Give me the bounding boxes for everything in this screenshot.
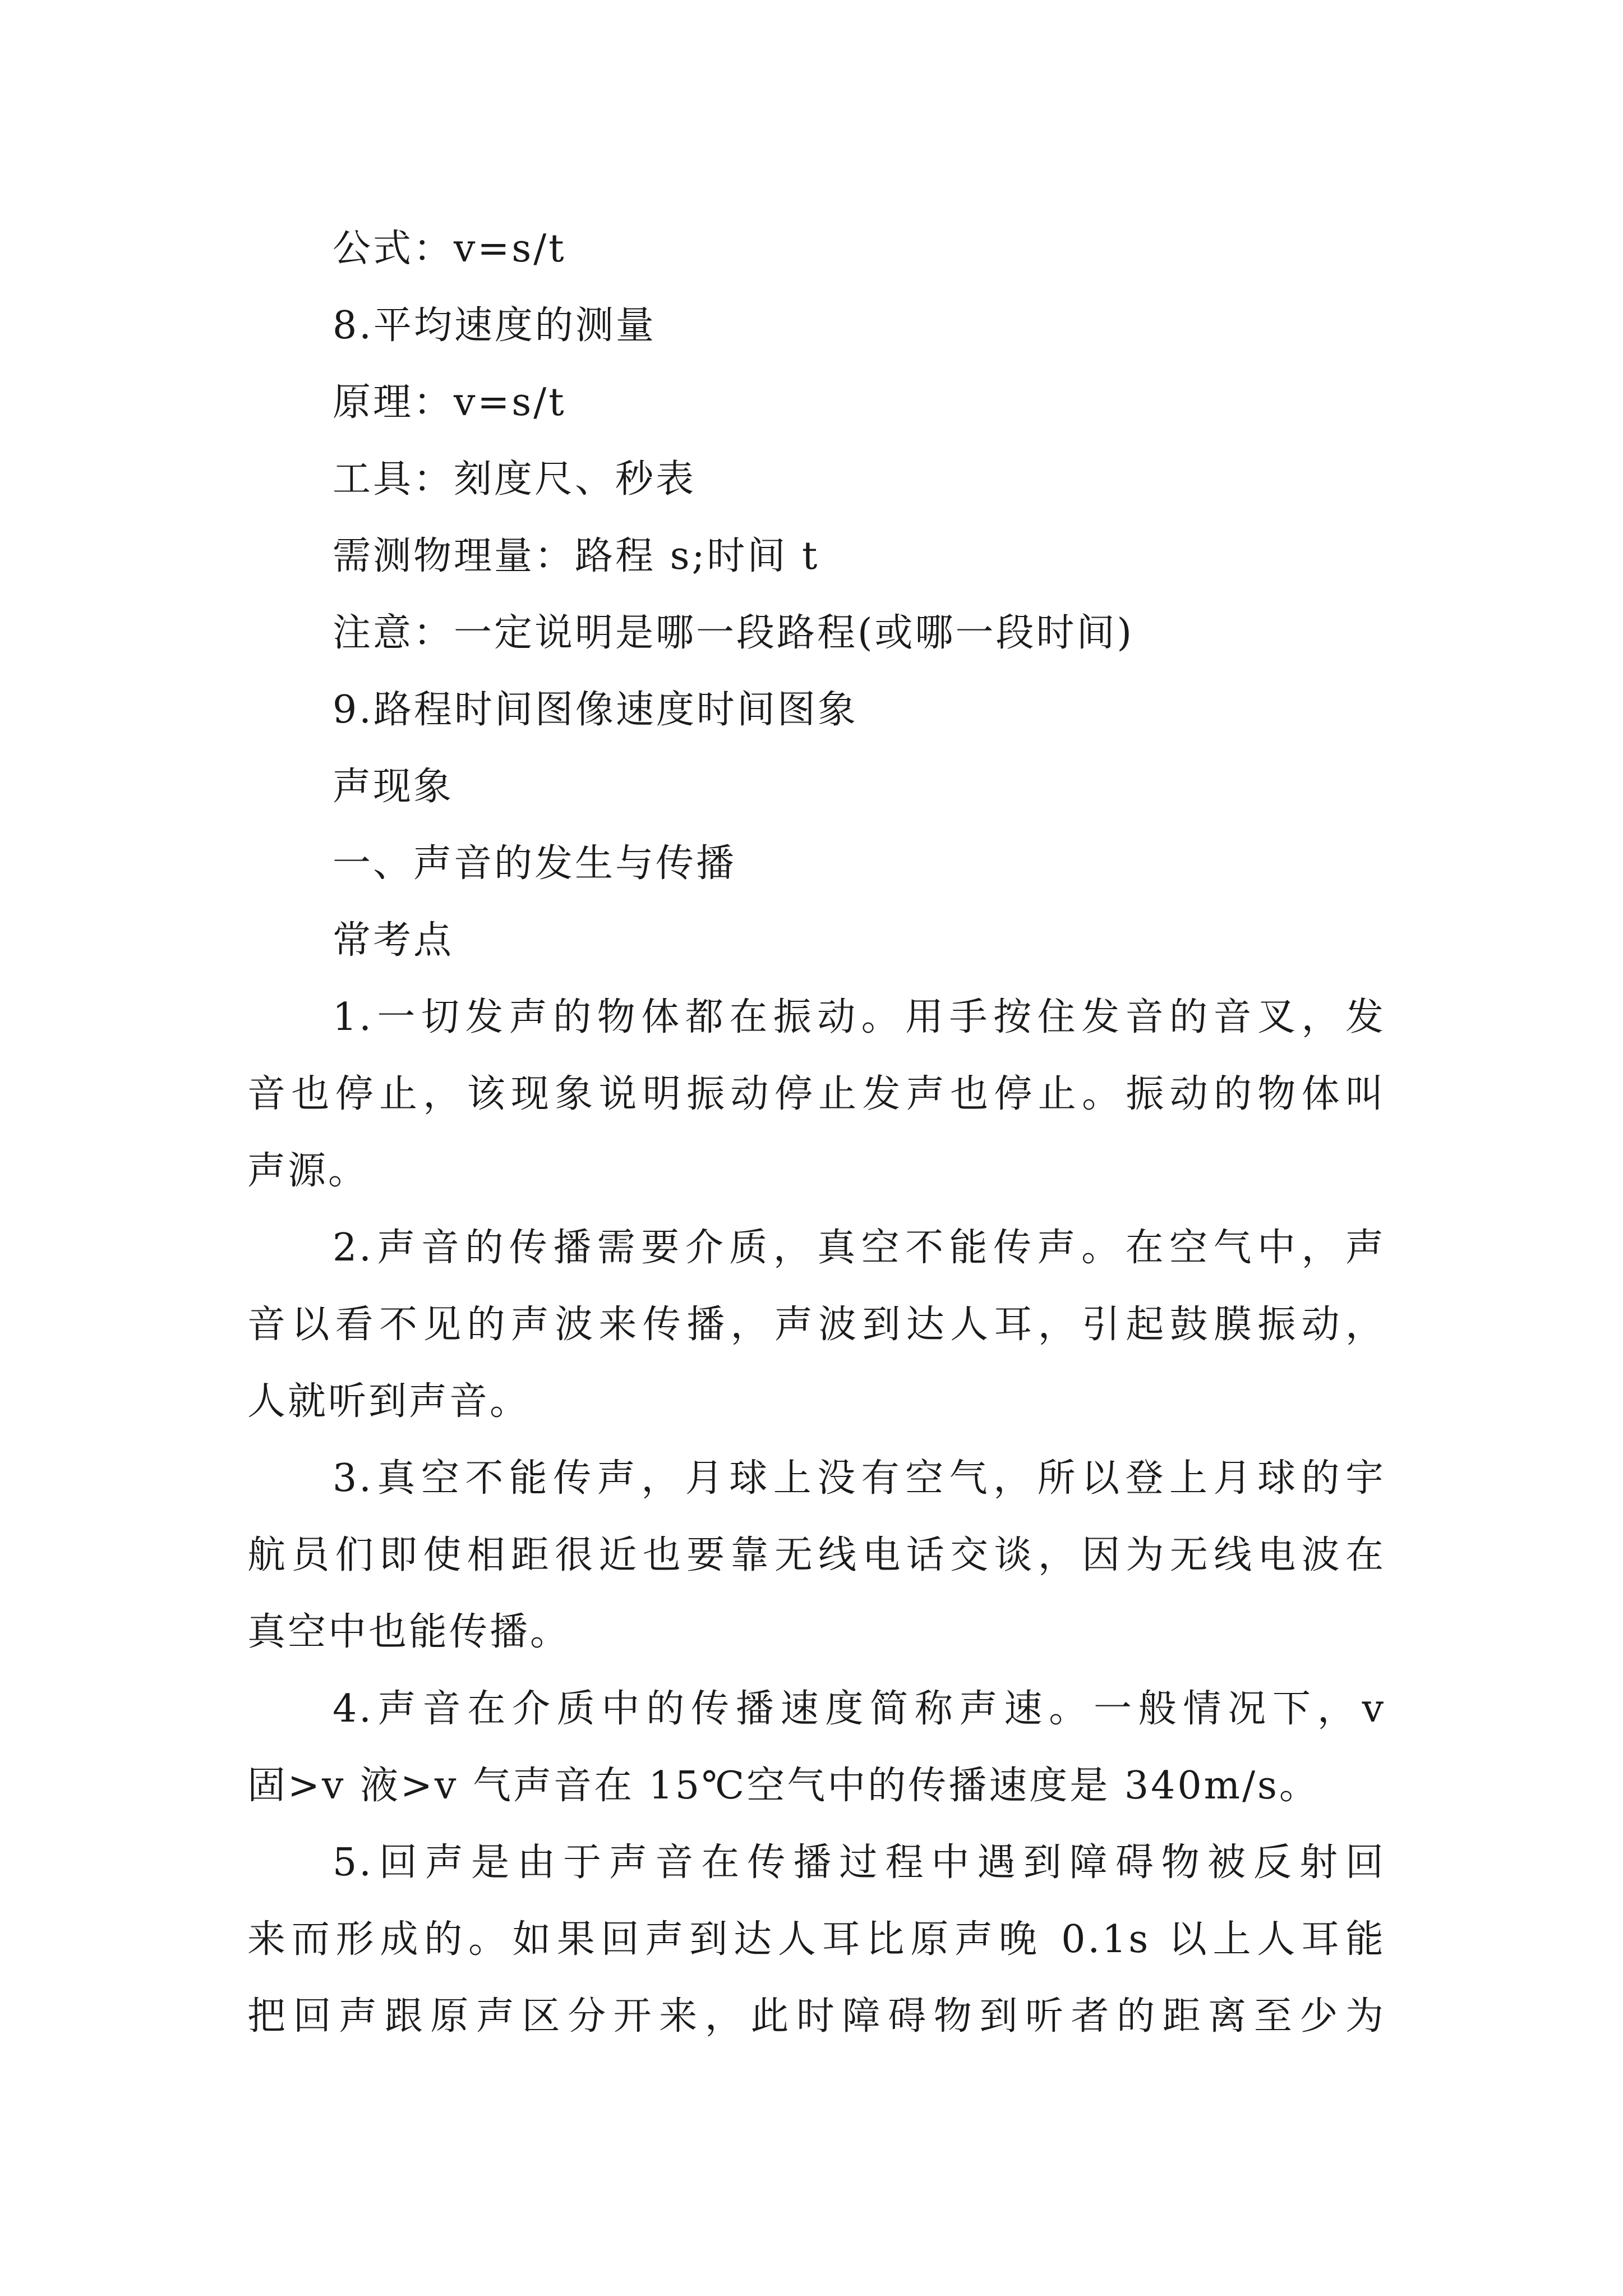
note-line: 注意：一定说明是哪一段路程(或哪一段时间) xyxy=(333,611,1135,655)
paragraph-line: 真空中也能传播。 xyxy=(247,1610,571,1654)
body-text xyxy=(247,210,1386,2055)
subsection-heading: 一、声音的发生与传播 xyxy=(333,841,737,886)
tools-line: 工具：刻度尺、秒表 xyxy=(333,457,697,501)
chapter-title: 声现象 xyxy=(333,765,454,809)
quantities-line: 需测物理量：路程 s;时间 t xyxy=(333,534,820,578)
principle-line: 原理：v=s/t xyxy=(333,380,566,425)
paragraph-line: 人就听到声音。 xyxy=(247,1379,531,1424)
paragraph-line: 声源。 xyxy=(247,1149,369,1193)
paragraph-line: 5.回声是由于声音在传播过程中遇到障碍物被反射回 xyxy=(333,1841,1386,1885)
paragraph-line: 1.一切发声的物体都在振动。用手按住发音的音叉，发 xyxy=(333,995,1386,1039)
formula-line: 公式：v=s/t xyxy=(333,227,566,271)
paragraph-line: 3.真空不能传声，月球上没有空气，所以登上月球的宇 xyxy=(333,1456,1386,1501)
paragraph-line: 把回声跟原声区分开来，此时障碍物到听者的距离至少为 xyxy=(247,1994,1386,2039)
key-points-heading: 常考点 xyxy=(333,918,454,963)
paragraph-line: 来而形成的。如果回声到达人耳比原声晚 0.1s 以上人耳能 xyxy=(247,1917,1386,1962)
section-heading: 9.路程时间图像速度时间图象 xyxy=(333,688,858,732)
paragraph-line: 航员们即使相距很近也要靠无线电话交谈，因为无线电波在 xyxy=(247,1533,1386,1577)
paragraph-line: 2.声音的传播需要介质，真空不能传声。在空气中，声 xyxy=(333,1226,1386,1270)
paragraph-line: 音也停止，该现象说明振动停止发声也停止。振动的物体叫 xyxy=(247,1072,1386,1116)
paragraph-line: 音以看不见的声波来传播，声波到达人耳，引起鼓膜振动， xyxy=(247,1303,1386,1347)
paragraph-line: 固>v 液>v 气声音在 15℃空气中的传播速度是 340m/s。 xyxy=(247,1764,1320,1808)
section-heading: 8.平均速度的测量 xyxy=(333,303,656,348)
paragraph-line: 4.声音在介质中的传播速度简称声速。一般情况下，v xyxy=(333,1687,1386,1731)
